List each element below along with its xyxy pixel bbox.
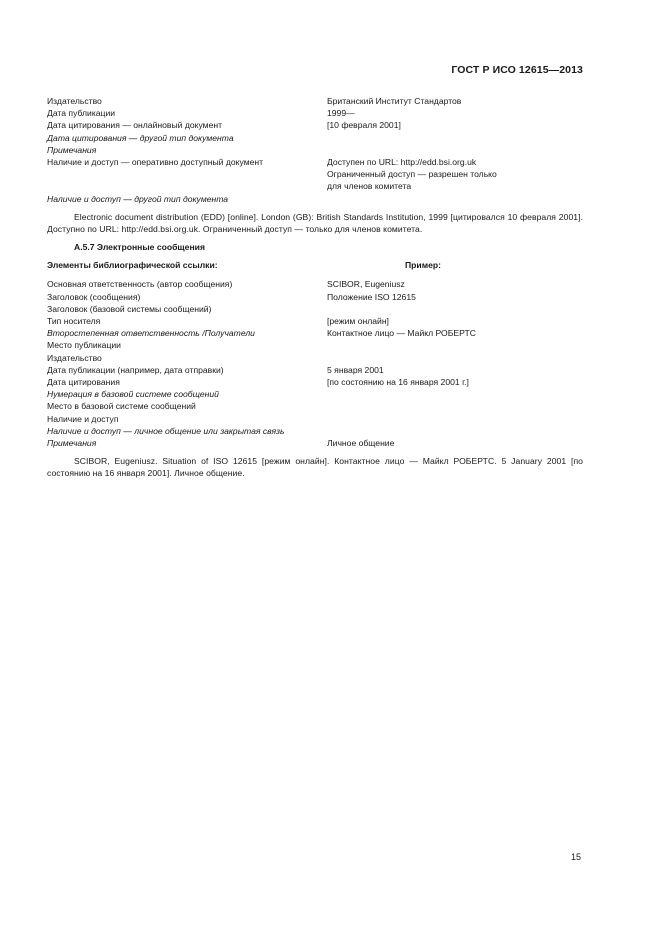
section-rows <box>47 278 583 449</box>
example-value <box>327 193 583 205</box>
list-item <box>47 303 583 315</box>
list-item <box>47 291 583 303</box>
list-item <box>47 144 583 156</box>
list-item <box>47 352 583 364</box>
list-item <box>47 180 583 192</box>
list-item <box>47 364 583 376</box>
example-value: Британский Институт Стандартов <box>327 96 462 106</box>
block1-example: Electronic document distribution (EDD) [online]. London (GB): British Standards Institution, 1999 [цитировался 10 февраля 2001]. Доступно по URL: http://edd.bsi.org.uk. Ограниченный доступ — только для членов комитета. <box>47 211 583 235</box>
example-value <box>327 400 583 412</box>
element-label: Издательство <box>47 96 102 106</box>
list-item <box>47 339 583 351</box>
example-value <box>327 352 583 364</box>
element-label: Дата цитирования <box>47 377 120 388</box>
table-header <box>47 259 583 271</box>
example-value <box>327 132 583 144</box>
example-value: [10 февраля 2001] <box>327 120 401 131</box>
column-example-header: Пример: <box>405 260 441 271</box>
list-item <box>47 168 583 180</box>
example-value: [режим онлайн] <box>327 316 389 327</box>
section-example: SCIBOR, Eugeniusz. Situation of ISO 12615 [режим онлайн]. Контактное лицо — Майкл РОБЕРТС. 5 January 2001 [по состоянию на 16 января 2001]. Личное общение. <box>47 456 583 479</box>
list-item <box>47 437 583 449</box>
element-label: Наличие и доступ — оперативно доступный документ <box>47 157 264 168</box>
list-item <box>47 193 583 205</box>
list-item <box>47 327 583 339</box>
element-label: Дата цитирования — онлайновый документ <box>47 120 223 131</box>
list-item <box>47 388 583 400</box>
list-item <box>47 376 583 388</box>
block1-rows <box>47 95 583 205</box>
list-item <box>47 156 583 168</box>
list-item <box>47 132 583 144</box>
block1 <box>47 95 583 235</box>
section-electronic-messages <box>47 241 583 480</box>
list-item <box>47 278 583 290</box>
element-label: Заголовок (сообщения) <box>47 291 141 302</box>
example-value: Доступен по URL: http://edd.bsi.org.uk <box>327 157 477 168</box>
element-label: Примечания <box>47 438 97 449</box>
element-label: Второстепенная ответственность /Получатели <box>47 328 255 339</box>
element-label: Дата публикации (например, дата отправки) <box>47 364 224 375</box>
example-value: 5 января 2001 <box>327 364 384 375</box>
element-label: Дата публикации <box>47 108 116 119</box>
example-value: Личное общение <box>327 438 395 449</box>
element-label: Примечания <box>47 144 97 155</box>
element-label: Тип носителя <box>47 316 101 327</box>
list-item <box>47 95 583 107</box>
element-label <box>47 168 327 180</box>
element-label <box>47 180 327 192</box>
example-value: Ограниченный доступ — разрешен только <box>327 169 497 180</box>
element-label: Нумерация в базовой системе сообщений <box>47 389 219 400</box>
example-value <box>327 339 583 351</box>
list-item <box>47 425 583 437</box>
example-value <box>327 388 583 400</box>
column-elements-header: Элементы библиографической ссылки: <box>47 260 218 271</box>
element-label: Наличие и доступ — другой тип документа <box>47 193 229 204</box>
example-value <box>327 303 583 315</box>
element-label: Наличие и доступ <box>47 413 119 424</box>
list-item <box>47 315 583 327</box>
example-value: 1999— <box>327 108 355 119</box>
list-item <box>47 119 583 131</box>
element-label: Заголовок (базовой системы сообщений) <box>47 303 212 314</box>
element-label: Дата цитирования — другой тип документа <box>47 132 234 143</box>
example-value <box>327 425 583 437</box>
document-header: ГОСТ Р ИСО 12615—2013 <box>451 64 583 76</box>
element-label: Основная ответственность (автор сообщения) <box>47 279 233 290</box>
element-label: Место в базовой системе сообщений <box>47 401 196 412</box>
example-value <box>327 144 583 156</box>
section-heading: А.5.7 Электронные сообщения <box>74 242 205 252</box>
list-item <box>47 107 583 119</box>
example-value: Контактное лицо — Майкл РОБЕРТС <box>327 328 476 339</box>
page-number: 15 <box>570 852 581 862</box>
example-value <box>327 413 583 425</box>
list-item <box>47 413 583 425</box>
example-value: Положение ISO 12615 <box>327 291 416 302</box>
element-label: Наличие и доступ — личное общение или закрытая связь <box>47 425 285 436</box>
element-label: Издательство <box>47 352 102 363</box>
element-label: Место публикации <box>47 340 121 351</box>
example-value: SCIBOR, Eugeniusz <box>327 279 405 290</box>
list-item <box>47 400 583 412</box>
example-value: [по состоянию на 16 января 2001 г.] <box>327 377 469 388</box>
example-value: для членов комитета <box>327 181 412 192</box>
